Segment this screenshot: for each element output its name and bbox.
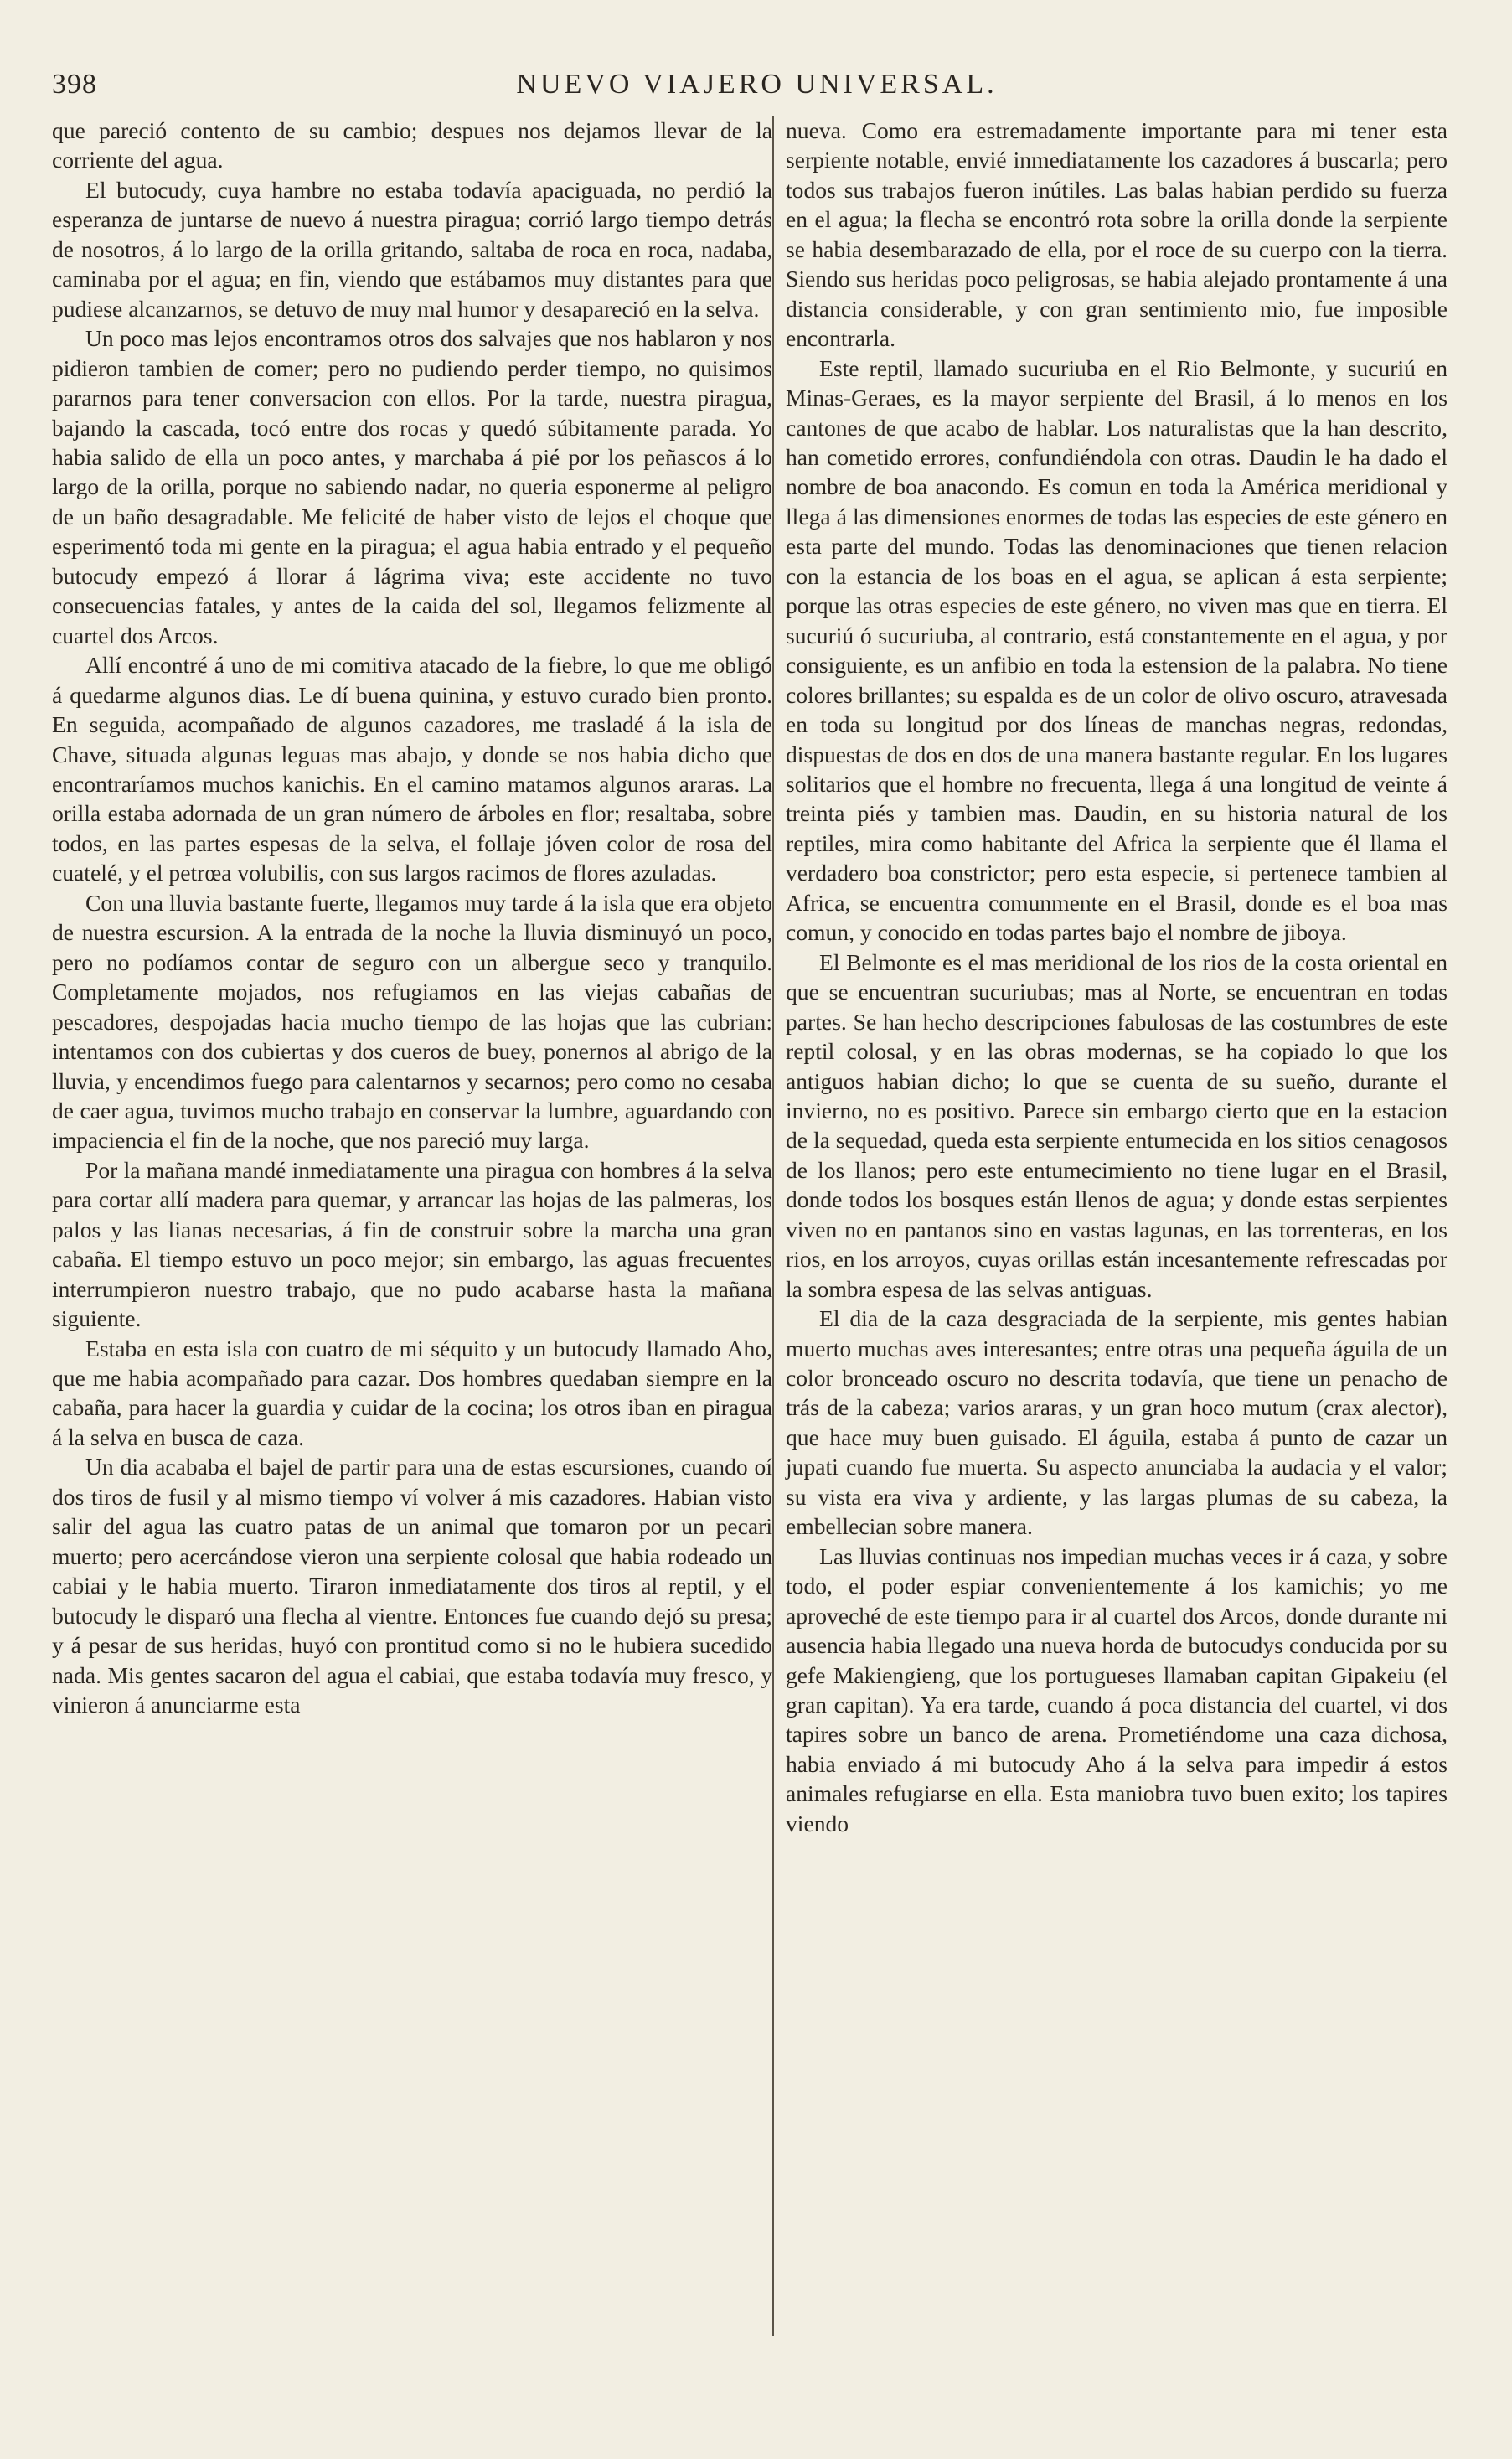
paragraph: Allí encontré á uno de mi comitiva atacado de la fiebre, lo que me obligó á quedarme algunos dias. Le dí buena quinina, y estuvo curado bien pronto. En seguida, acompañado de algunos cazadores, me trasladé á la isla de Chave, situada algunas leguas mas abajo, y donde se nos habia dicho que encontraríamos muchos kanichis. En el camino matamos algunos araras. La orilla estaba adornada de un gran número de árboles en flor; resaltaba, sobre todos, en las partes espesas de la selva, el follaje jóven color de rosa del cuatelé, y el petrœa volubilis, con sus largos racimos de flores azuladas. bbox=[52, 652, 772, 886]
column-divider bbox=[772, 116, 774, 2336]
paragraph: Por la mañana mandé inmediatamente una piragua con hombres á la selva para cortar allí madera para quemar, y arrancar las hojas de las palmeras, los palos y las lianas necesarias, á fin de construir sobre la marcha una gran cabaña. El tiempo estuvo un poco mejor; sin embargo, las aguas frecuentes interrumpieron nuestro trabajo, que no pudo acabarse hasta la mañana siguiente. bbox=[52, 1156, 772, 1332]
paragraph: Este reptil, llamado sucuriuba en el Rio Belmonte, y sucuriú en Minas-Geraes, es la mayor serpiente del Brasil, á lo menos en los cantones de que acabo de hablar. Los naturalistas que la han descrito, han cometido errores, confundiéndola con otras. Daudin le ha dado el nombre de boa anacondo. Es comun en toda la América meridional y llega á las dimensiones enormes de todas las especies de este género en esta parte del mundo. Todas las denominaciones que tienen relacion con la estancia de los boas en el agua, se aplican á esta serpiente; porque las otras especies de este género, no viven mas que en tierra. El sucuriú ó sucuriuba, al contrario, está constantemente en el agua, y por consiguiente, es un anfibio en toda la estension de la palabra. No tiene colores brillantes; su espalda es de un color de olivo oscuro, atravesada en toda su longitud por dos líneas de manchas negras, redondas, dispuestas de dos en dos de una manera bastante regular. En los lugares solitarios que el hombre no frecuenta, llega á una longitud de veinte á treinta piés y tambien mas. Daudin, en su historia natural de los reptiles, mira como habitante del Africa la serpiente que él llama el verdadero boa constrictor; pero esta especie, si pertenece tambien al Africa, se encuentra comunmente en el Brasil, donde es el boa mas comun, y conocido en todas partes bajo el nombre de jiboya. bbox=[786, 354, 1447, 946]
paragraph: Un poco mas lejos encontramos otros dos salvajes que nos hablaron y nos pidieron tambien de comer; pero no pudiendo perder tiempo, no quisimos pararnos para tener conversacion con ellos. Por la tarde, nuestra piragua, bajando la cascada, tocó entre dos rocas y quedó súbitamente parada. Yo habia salido de ella un poco antes, y marchaba á pié por los peñascos á lo largo de la orilla, porque no sabiendo nadar, no queria esponerme al peligro de un baño desagradable. Me felicité de haber visto de lejos el choque que esperimentó toda mi gente en la piragua; el agua habia entrado y el pequeño butocudy empezó á llorar á lágrima viva; este accidente no tuvo consecuencias fatales, y antes de la caida del sol, llegamos felizmente al cuartel dos Arcos. bbox=[52, 325, 772, 648]
page-number: 398 bbox=[52, 69, 97, 100]
paragraph: El butocudy, cuya hambre no estaba todavía apaciguada, no perdió la esperanza de juntarse de nuevo á nuestra piragua; corrió largo tiempo detrás de nosotros, á lo largo de la orilla gritando, saltaba de roca en roca, nadaba, caminaba por el agua; en fin, viendo que estábamos muy distantes para que pudiese alcanzarnos, se detuvo de muy mal humor y desapareció en la selva. bbox=[52, 176, 772, 322]
paragraph: Estaba en esta isla con cuatro de mi séquito y un butocudy llamado Aho, que me habia acompañado para cazar. Dos hombres quedaban siempre en la cabaña, para hacer la guardia y cuidar de la cocina; los otros iban en piragua á la selva en busca de caza. bbox=[52, 1335, 772, 1450]
paragraph: Con una lluvia bastante fuerte, llegamos muy tarde á la isla que era objeto de nuestra escursion. A la entrada de la noche la lluvia disminuyó un poco, pero no podíamos contar de seguro con un albergue seco y tranquilo. Completamente mojados, nos refugiamos en las viejas cabañas de pescadores, despojadas hacia mucho tiempo de las hojas que las cubrian: intentamos con dos cubiertas y dos cueros de buey, ponernos al abrigo de la lluvia, y encendimos fuego para calentarnos y secarnos; pero como no cesaba de caer agua, tuvimos mucho trabajo en conservar la lumbre, aguardando con impaciencia el fin de la noche, que nos pareció muy larga. bbox=[52, 889, 772, 1154]
paragraph: Un dia acababa el bajel de partir para una de estas escursiones, cuando oí dos tiros de fusil y al mismo tiempo ví volver á mis cazadores. Habian visto salir del agua las cuatro patas de un animal que tomaron por un pecari muerto; pero acercándose vieron una serpiente colosal que habia rodeado un cabiai y le habia muerto. Tiraron inmediatamente dos tiros al reptil, y el butocudy le disparó una flecha al vientre. Entonces fue cuando dejó su presa; y á pesar de sus heridas, huyó con prontitud como si no le hubiera sucedido nada. Mis gentes sacaron del agua el cabiai, que estaba todavía muy fresco, y vinieron á anunciarme esta bbox=[52, 1454, 772, 1718]
paragraph: nueva. Como era estremadamente importante para mi tener esta serpiente notable, envié inmediatamente los cazadores á buscarla; pero todos sus trabajos fueron inútiles. Las balas habian perdido su fuerza en el agua; la flecha se encontró rota sobre la orilla donde la serpiente se habia desembarazado de ella, por el roce de su cuerpo con la tierra. Siendo sus heridas poco peligrosas, se habia alejado prontamente á una distancia considerable, y con gran sentimiento mio, fue imposible encontrarla. bbox=[786, 117, 1447, 352]
paragraph: El Belmonte es el mas meridional de los rios de la costa oriental en que se encuentran sucuriubas; mas al Norte, se encuentran en todas partes. Se han hecho descripciones fabulosas de las costumbres de este reptil colosal, y en las obras modernas, se ha copiado lo que los antiguos habian dicho; lo que se cuenta de su sueño, durante el invierno, no es positivo. Parece sin embargo cierto que en la estacion de la sequedad, queda esta serpiente entumecida en los sitios cenagosos de los llanos; pero este entumecimiento no tiene lugar en el Brasil, donde todos los bosques están llenos de agua; y donde estas serpientes viven no en pantanos sino en vastas lagunas, en las torrenteras, en los rios, en los arroyos, cuyas orillas están incesantemente refrescadas por la sombra espesa de las selvas antiguas. bbox=[786, 948, 1447, 1302]
paragraph: que pareció contento de su cambio; despues nos dejamos llevar de la corriente del agua. bbox=[52, 117, 772, 173]
left-column bbox=[52, 116, 772, 1719]
right-column bbox=[786, 116, 1447, 1838]
page-header bbox=[52, 69, 1462, 111]
paragraph: Las lluvias continuas nos impedian muchas veces ir á caza, y sobre todo, el poder espiar convenientemente á los kamichis; yo me aproveché de este tiempo para ir al cuartel dos Arcos, donde durante mi ausencia habia llegado una nueva horda de butocudys conducida por su gefe Makiengieng, que los portugueses llamaban capitan Gipakeiu (el gran capitan). Ya era tarde, cuando á poca distancia del cuartel, vi dos tapires sobre un banco de arena. Prometiéndome una caza dichosa, habia enviado á mi butocudy Aho á la selva para impedir á estos animales refugiarse en ella. Esta maniobra tuvo buen exito; los tapires viendo bbox=[786, 1542, 1447, 1837]
paragraph: El dia de la caza desgraciada de la serpiente, mis gentes habian muerto muchas aves interesantes; entre otras una pequeña águila de un color bronceado oscuro no descrita todavía, que tiene un penacho de trás de la cabeza; varios araras, y un gran hoco mutum (crax alector), que hace muy buen guisado. El águila, estaba á punto de cazar un jupati cuando fue muerta. Su aspecto anunciaba la audacia y el valor; su vista era viva y ardiente, y las largas plumas de su cabeza, la embellecian sobre manera. bbox=[786, 1305, 1447, 1540]
running-title: NUEVO VIAJERO UNIVERSAL. bbox=[516, 69, 998, 100]
